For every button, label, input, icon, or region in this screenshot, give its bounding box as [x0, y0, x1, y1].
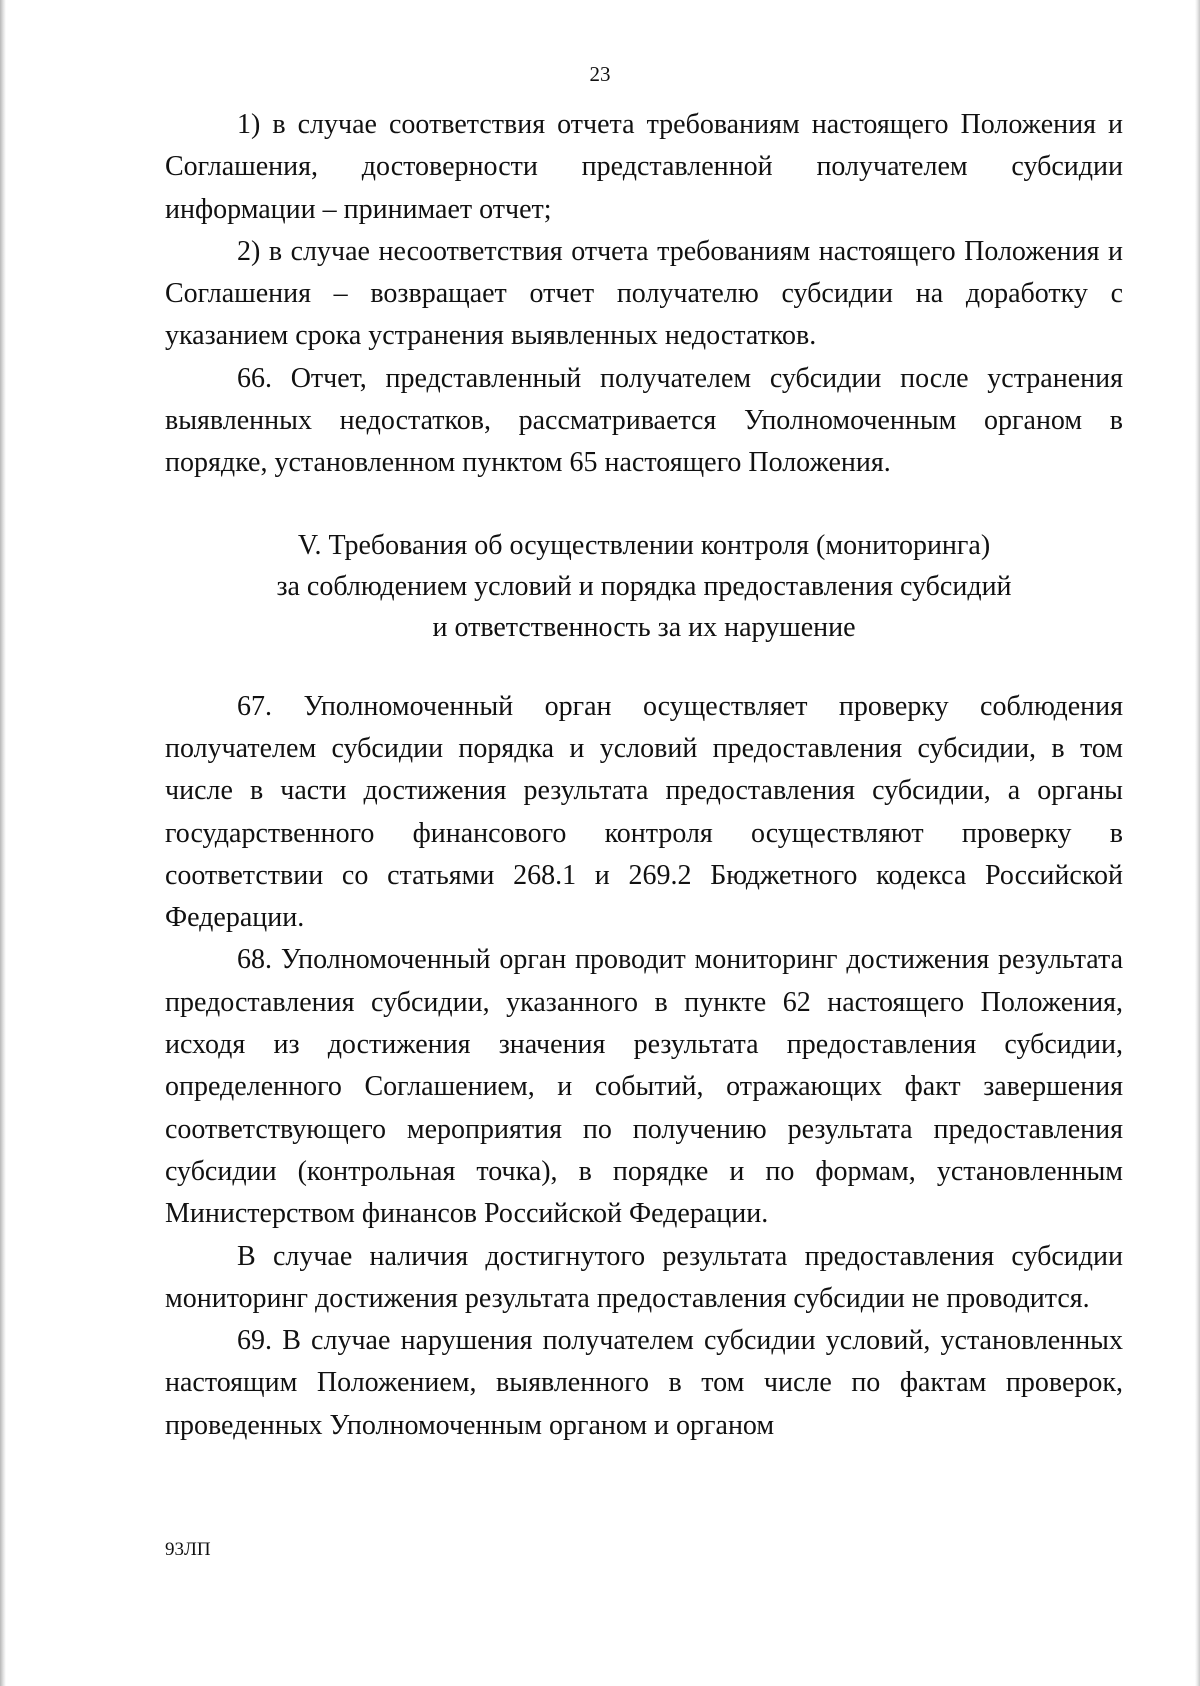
paragraph-66: 66. Отчет, представленный получателем субсидии после устранения выявленных недостатков, рассматривается Уполномоченным органом в порядке, установленном пунктом 65 настоящего Положения.	[165, 362, 1123, 479]
scan-edge-right	[1195, 0, 1200, 1686]
section-heading-line: и ответственность за их нарушение	[432, 611, 856, 643]
paragraph-68: 68. Уполномоченный орган проводит мониторинг достижения результата предоставления субсидии, указанного в пункте 62 настоящего Положения, исходя из достижения значения результата предоставления субсидии, определенного Соглашением, и событий, отражающих факт завершения соответствующего мероприятия по получению результата предоставления субсидии (контрольная точка), в порядке и по формам, установленным Министерством финансов Российской Федерации.	[165, 944, 1123, 1230]
paragraph-67: 67. Уполномоченный орган осуществляет проверку соблюдения получателем субсидии порядка и условий предоставления субсидии, в том числе в части достижения результата предоставления субсидии, а органы государственного финансового контроля осуществляют проверку в соответствии со статьями 268.1 и 269.2 Бюджетного кодекса Российской Федерации.	[165, 690, 1123, 934]
section-heading-line: за соблюдением условий и порядка предоставления субсидий	[276, 570, 1012, 602]
document-code: 93ЛП	[165, 1539, 211, 1560]
section-heading	[165, 525, 1123, 648]
scan-edge-left	[0, 0, 6, 1686]
page-number: 23	[589, 62, 611, 86]
paragraph-69: 69. В случае нарушения получателем субсидии условий, установленных настоящим Положением, выявленного в том числе по фактам проверок, проведенных Уполномоченным органом и органом	[165, 1325, 1123, 1441]
paragraph-item-1: 1) в случае соответствия отчета требованиям настоящего Положения и Соглашения, достоверности представленной получателем субсидии информации – принимает отчет;	[165, 109, 1123, 225]
section-heading-line: V. Требования об осуществлении контроля (мониторинга)	[297, 529, 991, 561]
paragraph-68-note: В случае наличия достигнутого результата предоставления субсидии мониторинг достижения результата предоставления субсидии не проводится.	[165, 1240, 1123, 1314]
paragraph-item-2: 2) в случае несоответствия отчета требованиям настоящего Положения и Соглашения – возвращает отчет получателю субсидии на доработку с указанием срока устранения выявленных недостатков.	[165, 235, 1123, 352]
document-body	[165, 104, 1123, 1447]
